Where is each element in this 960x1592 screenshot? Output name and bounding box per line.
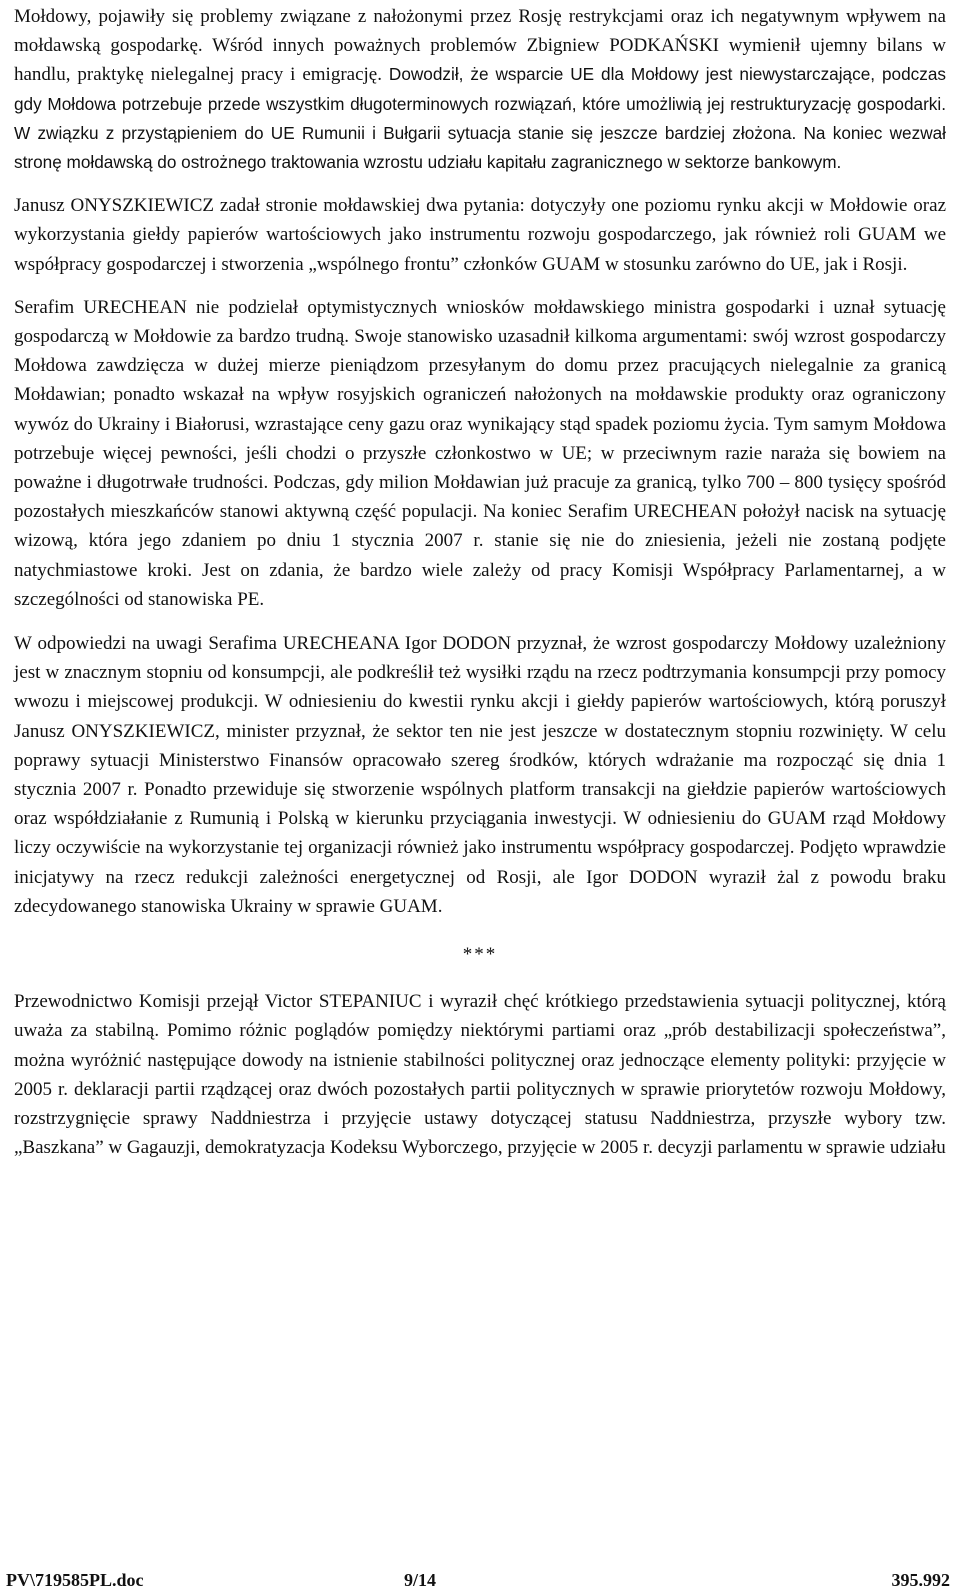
page-footer: [6, 1568, 950, 1592]
section-separator: ***: [462, 944, 498, 966]
footer-page-number: 9/14: [404, 1570, 437, 1590]
paragraph-podkanski-sans-text: Dowodził, że wsparcie UE dla Mołdowy jest niewystarczające, podczas gdy Mołdowa potrzebuje przede wszystkim długoterminowych rozwiązań, które umożliwią jej restrukturyzację gospodarki. W związku z przystąpieniem do UE Rumunii i Bułgarii sytuacja stanie się jeszcze bardziej złożona. Na koniec wezwał stronę mołdawską do ostrożnego traktowania wzrostu udziału kapitału zagranicznego w sektorze bankowym.: [14, 64, 946, 173]
paragraph-podkanski-serif-text: Mołdowy, pojawiły się problemy związane z nałożonymi przez Rosję restrykcjami oraz ich negatywnym wpływem na mołdawską gospodarkę. Wśród innych poważnych problemów Zbigniew PODKAŃSKI wymienił ujemny bilans w handlu, praktykę nielegalnej pracy i emigrację.: [14, 6, 946, 86]
footer-reference-number: 395.992: [891, 1570, 950, 1590]
document-page: [14, 0, 946, 1162]
paragraph-dodon: W odpowiedzi na uwagi Serafima URECHEANA Igor DODON przyznał, że wzrost gospodarczy Mołdowy uzależniony jest w znacznym stopniu od konsumpcji, ale podkreślił też wysiłki rządu na rzecz podtrzymania konsumpcji przy pomocy wwozu i miejscowej produkcji. W odniesieniu do kwestii rynku akcji i giełdy papierów wartościowych, którą poruszył Janusz ONYSZKIEWICZ, minister przyznał, że sektor ten nie jest jeszcze w dostatecznym stopniu rozwinięty. W celu poprawy sytuacji Ministerstwo Finansów opracowało szereg środków, których wdrażanie ma rozpocząć się dnia 1 stycznia 2007 r. Ponadto przewiduje się stworzenie wspólnych platform transakcji na giełdzie papierów wartościowych oraz współdziałanie z Rumunią i Polską w kierunku przyciągania inwestycji. W odniesieniu do GUAM rząd Mołdowy liczy oczywiście na wykorzystanie tej organizacji również jako instrumentu współpracy gospodarczej. Podjęto wprawdzie inicjatywy na rzecz redukcji zależności energetycznej od Rosji, ale Igor DODON wyraził żal z powodu braku zdecydowanego stanowiska Ukrainy w sprawie GUAM.: [14, 633, 946, 917]
paragraph-stepaniuc: Przewodnictwo Komisji przejął Victor STEPANIUC i wyraził chęć krótkiego przedstawienia sytuacji politycznej, którą uważa za stabilną. Pomimo różnic poglądów pomiędzy niektórymi partiami oraz „prób destabilizacji społeczeństwa”, można wyróżnić następujące dowody na istnienie stabilności politycznej oraz jednoczące elementy polityki: przyjęcie w 2005 r. deklaracji partii rządzącej oraz dwóch pozostałych partii politycznych w sprawie priorytetów rozwoju Mołdowy, rozstrzygnięcie sprawy Naddniestrza i przyjęcie ustawy dotyczącej statusu Naddniestrza, przyszłe wybory tzw. „Baszkana” w Gagauzji, demokratyzacja Kodeksu Wyborczego, przyjęcie w 2005 r. decyzji parlamentu w sprawie udziału: [14, 991, 946, 1159]
paragraph-urechean: Serafim URECHEAN nie podzielał optymistycznych wniosków mołdawskiego ministra gospodarki i uznał sytuację gospodarczą w Mołdowie za bardzo trudną. Swoje stanowisko uzasadnił kilkoma argumentami: swój wzrost gospodarczy Mołdowa zawdzięcza w dużej mierze pieniądzom przesyłanym do domu przez pracujących nielegalnie za granicą Mołdawian; ponadto wskazał na wpływ rosyjskich ograniczeń nałożonych na mołdawskie produkty oraz ograniczony wywóz do Ukrainy i Białorusi, wzrastające ceny gazu oraz wynikający stąd spadek poziomu życia. Tym samym Mołdowa potrzebuje więcej pewności, jeśli chodzi o przyszłe członkostwo w UE; w przeciwnym razie naraża się bowiem na poważne i długotrwałe trudności. Podczas, gdy milion Mołdawian już pracuje za granicą, tylko 700 – 800 tysięcy spośród pozostałych mieszkańców stanowi aktywną część populacji. Na koniec Serafim URECHEAN położył nacisk na sytuację wizową, która jego zdaniem po dniu 1 stycznia 2007 r. stanie się nie do zniesienia, jeżeli nie zostaną podjęte natychmiastowe kroki. Jest on zdania, że bardzo wiele zależy od pracy Komisji Współpracy Parlamentarnej, a w szczególności od stanowiska PE.: [14, 296, 946, 610]
paragraph-podkanski: [14, 2, 946, 177]
footer-document-reference: PV\719585PL.doc: [6, 1570, 144, 1590]
paragraph-onyszkiewicz: Janusz ONYSZKIEWICZ zadał stronie mołdawskiej dwa pytania: dotyczyły one poziomu rynku akcji w Mołdowie oraz wykorzystania giełdy papierów wartościowych jako instrumentu rozwoju gospodarczego, jak również roli GUAM we współpracy gospodarczej i stworzenia „wspólnego frontu” członków GUAM w stosunku zarówno do UE, jak i Rosji.: [14, 195, 946, 275]
